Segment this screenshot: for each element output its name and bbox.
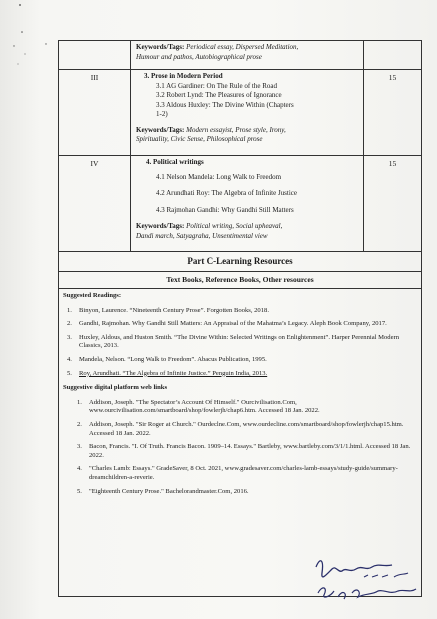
part-c-subtitle-row [59, 271, 421, 288]
suggested-readings-heading: Suggested Readings: [63, 292, 122, 299]
unit-4-topic: 4.1 Nelson Mandela: Long Walk to Freedom [156, 172, 282, 181]
unit-3-row [59, 69, 421, 155]
unit-4-keywords-cont: Dandi march, Satyagraha, Unsentimental view [136, 231, 268, 240]
part-c-title-row [59, 251, 421, 271]
reading-item: 4. Mandela, Nelson. “Long Walk to Freedom”. Abacus Publication, 1995. [67, 355, 267, 363]
digital-links-heading: Suggestive digital platform web links [63, 384, 168, 392]
part-c-subtitle: Text Books, Reference Books, Other resources [166, 275, 314, 284]
reading-item: 5. Roy, Arundhati. “The Algebra of Infinite Justice.” Penguin India, 2013. [67, 369, 268, 377]
reading-item: 2. Gandhi, Rajmohan. Why Gandhi Still Matters: An Appraisal of the Mahatma’s Legacy. Aleph Book Company, 2017. [67, 320, 387, 328]
syllabus-table [58, 40, 422, 597]
scan-marks [0, 0, 58, 619]
unit-4-title: 4. Political writings [146, 158, 204, 166]
unit-3-topic: 1-2) [156, 110, 168, 118]
unit-4-keywords: Political writing, Social upheaval, [186, 222, 283, 230]
keywords-label: Keywords/Tags: [136, 222, 185, 230]
unit-3-hours: 15 [388, 73, 397, 82]
unit-4-number: IV [59, 156, 131, 251]
web-link-item: 2. Addison, Joseph. "Sir Roger at Church." Ourdeclne.Com, www.ourdecline.com/smartboard/shop/fowlerjh/chap15.htm. Accessed 18 Jan. 2022. [77, 420, 404, 437]
part-c-title: Part C-Learning Resources [187, 256, 293, 266]
unit-4-topic: 4.2 Arundhati Roy: The Algebra of Infinite Justice [156, 189, 298, 197]
web-link-item: 4. "Charles Lamb: Essays." GradeSaver, 8 Oct. 2021, www.gradesaver.com/charles-lamb-essays/study-guide/summary-dreamchildren-a-reverie. [77, 465, 398, 481]
unit-2-keywords-row [59, 40, 421, 69]
unit-4-topic: 4.3 Rajmohan Gandhi: Why Gandhi Still Matters [156, 205, 294, 214]
unit-4-row [59, 155, 421, 251]
signature-scribble [308, 553, 428, 613]
web-link-item: 1. Addison, Joseph. "The Spectator’s Account Of Himself." Ourcivilisation.Com, www.ourcivilisation.com/smartboard/shop/fowlerjh/chap6.htm. Accessed 18 Jan. 2022. [77, 398, 320, 415]
unit-4-hours: 15 [388, 159, 397, 168]
unit-3-topic: 3.1 AG Gardiner: On The Rule of the Road [156, 81, 277, 90]
suggested-readings-section [59, 288, 421, 596]
reading-item: 1. Binyon, Laurence. “Nineteenth Century Prose”. Forgotten Books, 2018. [67, 306, 269, 314]
web-link-item: 3. Bacon, Francis. "I. Of Truth. Francis Bacon. 1909–14. Essays." Bartleby, www.bartleby.com/3/1/1.html. Accessed 18 Jan. 2022. [77, 443, 411, 459]
unit-3-keywords: Modern essayist, Prose style, Irony, [186, 125, 286, 134]
handwritten-signature [308, 553, 428, 613]
unit-3-topic: 3.3 Aldous Huxley: The Divine Within (Chapters [156, 100, 294, 109]
keywords-label: Keywords/Tags: [136, 125, 185, 134]
unit-3-topic: 3.2 Robert Lynd: The Pleasures of Ignorance [156, 91, 282, 99]
web-link-item: 5. "Eighteenth Century Prose." Bachelorandmaster.Com, 2016. [77, 487, 249, 495]
unit-3-number: III [59, 70, 131, 155]
reading-item: 3. Huxley, Aldous, and Huston Smith. “The Divine Within: Selected Writings on Enlightenment”. Harper Perennial Modern Classics, 2013. [67, 333, 400, 350]
unit-3-keywords-cont: Spirituality, Civic Sense, Philosophical prose [136, 135, 263, 143]
keywords-label: Keywords/Tags: [136, 43, 185, 51]
unit-3-title: 3. Prose in Modern Period [144, 72, 223, 80]
unit-2-keywords: Periodical essay, Dispersed Meditation, [186, 43, 299, 51]
unit-2-keywords-cont: Humour and pathos, Autobiographical prose [136, 52, 262, 61]
